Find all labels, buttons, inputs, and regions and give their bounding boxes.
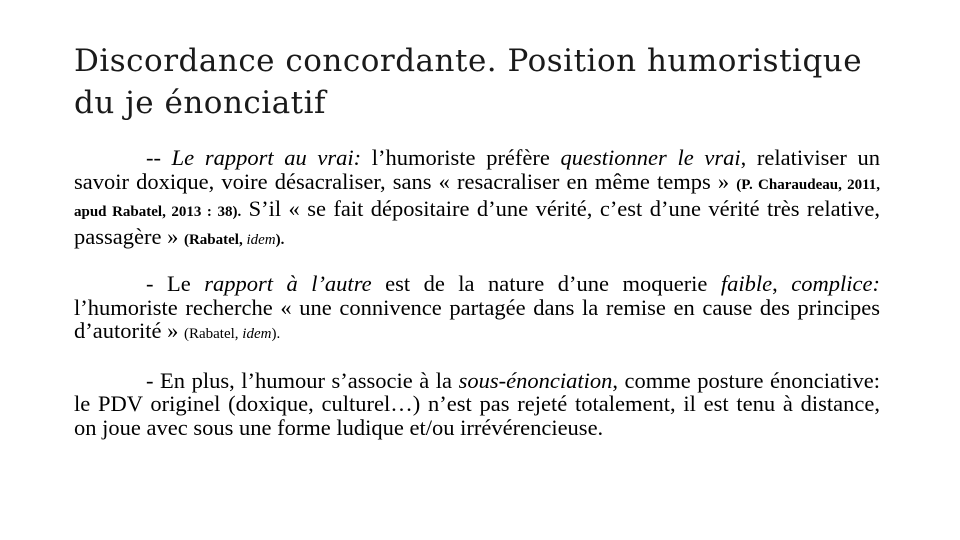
topic-rapport-au-vrai: Le rapport au vrai: bbox=[171, 145, 362, 170]
bullet-dash: - Le bbox=[146, 271, 205, 296]
text-segment: l’humoriste préfère bbox=[361, 145, 561, 170]
slide-title: Discordance concordante. Position humoristique du je énonciatif bbox=[74, 43, 863, 121]
citation-idem: idem bbox=[242, 326, 272, 342]
paragraph-rapport-a-l-autre bbox=[74, 272, 880, 347]
citation-charaudeau: (P. Charaudeau, 2011, apud Rabatel, 2013 : 38). bbox=[74, 176, 880, 220]
citation-rabatel-close: ). bbox=[271, 326, 281, 342]
text-segment: , comme posture énonciative: le PDV originel (doxique, culturel…) n’est pas rejeté totalement, il est tenu à distance, on joue avec sous une forme ludique et/ou irrévérencieuse. bbox=[74, 367, 880, 440]
citation-idem: idem bbox=[246, 231, 276, 248]
text-segment: , bbox=[772, 271, 792, 296]
text-segment: l’humoriste recherche « une connivence partagée dans la remise en cause des principes d’autorité » bbox=[74, 294, 880, 343]
citation-rabatel-open: (Rabatel, bbox=[183, 231, 247, 248]
topic-rapport-a-l-autre: rapport à l’autre bbox=[204, 271, 372, 296]
emphasis-sous-enonciation: sous-énonciation bbox=[458, 367, 613, 393]
citation-rabatel-open: (Rabatel, bbox=[183, 326, 243, 342]
paragraph-sous-enonciation bbox=[74, 369, 880, 440]
paragraph-rapport-au-vrai bbox=[74, 146, 880, 252]
emphasis-questionner-le-vrai: questionner le vrai bbox=[560, 145, 741, 170]
slide-body bbox=[74, 146, 880, 459]
text-segment: est de la nature d’une moquerie bbox=[371, 271, 721, 296]
emphasis-faible: faible bbox=[720, 271, 773, 296]
citation-rabatel-close: ). bbox=[275, 231, 285, 248]
emphasis-complice: complice: bbox=[791, 271, 881, 296]
bullet-dash: -- bbox=[146, 145, 172, 170]
text-segment: , relativiser un savoir doxique, voire désacraliser, sans « resacraliser en même temps » bbox=[74, 145, 880, 194]
text-segment: - En plus, l’humour s’associe à la bbox=[146, 367, 459, 393]
text-segment: S’il « se fait dépositaire d’une vérité, c’est d’une vérité très relative, passagère » bbox=[74, 196, 880, 249]
